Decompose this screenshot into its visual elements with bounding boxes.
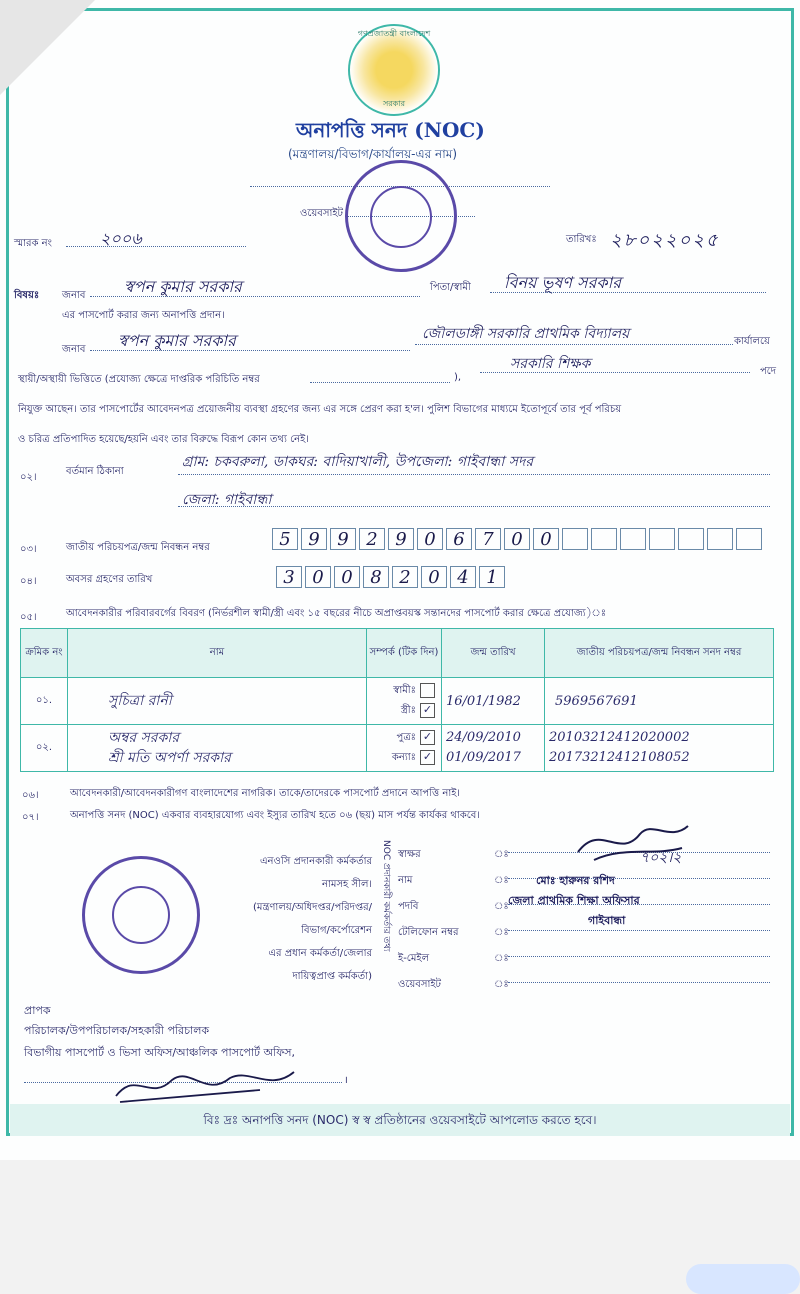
address-label: বর্তমান ঠিকানা (66, 466, 124, 477)
partial-button[interactable] (686, 1264, 800, 1294)
nid-boxes: 5 9 9 2 9 0 6 7 0 0 (272, 528, 765, 550)
stamp-designation: জেলা প্রাথমিক শিক্ষা অফিসার (508, 894, 640, 907)
footer-note: বিঃ দ্রঃ অনাপত্তি সনদ (NOC) স্ব স্ব প্রতিষ্ঠানের ওয়েবসাইটে আপলোড করতে হবে। (10, 1104, 790, 1136)
stamp-name: মোঃ হারুনর রশিদ (536, 874, 615, 887)
website-label: ওয়েবসাইট (300, 208, 343, 219)
father-name: বিনয় ভূষণ সরকার (504, 273, 622, 292)
page-title: অনাপত্তি সনদ (NOC) (296, 118, 485, 142)
recipient-line-1: পরিচালক/উপপরিচালক/সহকারী পরিচালক (24, 1024, 210, 1037)
table-row: ০২. অম্বর সরকার শ্রী মতি অপর্ণা সরকার পুত্রঃ ✓ কন্যাঃ ✓ 24/09/2010 01/09/2017 20103212412020002 20173212412108052 (21, 725, 774, 772)
ref-line (66, 246, 246, 247)
designation: সরকারি শিক্ষক (510, 356, 591, 372)
relation-checkbox[interactable] (420, 683, 435, 698)
date-label: তারিখঃ (566, 234, 597, 245)
family-table-header: ক্রমিক নং নাম সম্পর্ক (টিক দিন) জন্ম তারিখ জাতীয় পরিচয়পত্র/জন্ম নিবন্ধন সনদ নম্বর (21, 629, 774, 678)
page-subtitle: (মন্ত্রণালয়/বিভাগ/কার্যালয়-এর নাম) (288, 147, 458, 161)
address-line-1: গ্রাম: চকবরুলা, ডাকঘর: বাদিয়াখালী, উপজেলা: গাইবান্ধা সদর (182, 454, 534, 470)
issuer-stamp-inner (112, 886, 170, 944)
issuer-vertical-label: NOC প্রদানকারী কর্মকর্তার তথ্য (381, 840, 391, 952)
family-label: আবেদনকারীর পরিবারবর্গের বিবরণ (নির্ভরশীল স্বামী/স্ত্রী এবং ১৫ বছরের নীচে অপ্রাপ্তবয়স্ক সন্তানদের পাসপোর্ট করার ক্ষেত্রে প্রযোজ্য)ঃ (66, 608, 607, 619)
father-label: পিতা/স্বামী (430, 282, 471, 293)
relation-checkbox[interactable]: ✓ (420, 703, 435, 718)
retire-date-boxes: 3 0 0 8 2 0 4 1 (276, 566, 508, 588)
ref-label: স্মারক নং (14, 238, 52, 249)
table-row: ০১. সুচিত্রা রানী স্বামীঃ স্ত্রীঃ ✓ 16/01/1982 5969567691 (21, 678, 774, 725)
government-seal: গণপ্রজাতন্ত্রী বাংলাদেশ সরকার (348, 24, 440, 116)
recipient-signature (110, 1062, 300, 1108)
office-stamp-top-inner (370, 186, 432, 248)
applicant-name: স্বপন কুমার সরকার (124, 277, 242, 296)
recipient-label: প্রাপক (24, 1004, 51, 1017)
document-page: গণপ্রজাতন্ত্রী বাংলাদেশ সরকার অনাপত্তি সনদ (NOC) (মন্ত্রণালয়/বিভাগ/কার্যালয়-এর নাম) ওয়েবসাইট স্মারক নং ২০০৬ তারিখঃ ২৮০২২০২৫ বিষয়ঃ জনাব স্বপন কুমার সরকার পিতা/স্বামী বিনয় ভূষণ সরকার এর পাসপোর্ট করার জন্য অনাপত্তি প্রদান। জনাব স্বপন কুমার সরকার জৌলডাঙ্গী সরকারি প্রাথমিক বিদ্যালয় কার্যালয়ে স্থায়ী/অস্থায়ী ভিত্তিতে (প্রযোজ্য ক্ষেত্রে দাপ্তরিক পরিচিতি নম্বর ), সরকারি শিক্ষক পদে নিযুক্ত আছেন। তার পাসপোর্টের আবেদনপত্র প্রয়োজনীয় ব্যবস্থা গ্রহণের জন্য এর সঙ্গে প্রেরণ করা হ'ল। পুলিশ বিভাগের মাধ্যমে ইতোপূর্বে তার পূর্ব পরিচয় ও চরিত্র প্রতিপাদিত হয়েছে/হয়নি এবং তার বিরুদ্ধে বিরূপ কোন তথ্য নেই। ০২। বর্তমান ঠিকানা গ্রাম: চকবরুলা, ডাকঘর: বাদিয়াখালী, উপজেলা: গাইবান্ধা সদর জেলা: গাইবান্ধা ০৩। জাতীয় পরিচয়পত্র/জন্ম নিবন্ধন নম্বর 5 9 9 2 9 0 6 7 0 0 ০৪। অবসর গ্রহণের তারিখ 3 0 0 8 2 0 4 1 ০৫। আবেদনকারীর পরিবারবর্গের বিবরণ (নির্ভরশীল স্বামী/স্ত্রী এবং ১৫ বছরের নীচে অপ্রাপ্তবয়স্ক সন্তানদের পাসপোর্ট করার ক্ষেত্রে প্রযোজ্য)ঃ ক্রমিক নং নাম সম্পর্ক (টিক দিন) জন্ম তারিখ জাতীয় পরিচয়পত্র/জন্ম নিবন্ধন সনদ নম্বর ০১. সুচিত্রা রানী স্বামীঃ স্ত্রীঃ ✓ 16/01/1982 5969567691 ০২. অম্বর সরকার শ্রী মতি অপর্ণা সরকার পুত্রঃ ✓ কন্যাঃ ✓ 24/09/2010 01/09/2017 20103212412020002 20173212412108052 ০৬। আবেদনকারী/আবেদনকারীগণ বাংলাদেশের নাগরিক। তাকে/তাদেরকে পাসপোর্ট প্রদানে আপত্তি নাই। ০৭। অনাপত্তি সনদ (NOC) একবার ব্যবহারযোগ্য এবং ইস্যুর তারিখ হতে ০৬ (ছয়) মাস পর্যন্ত কার্যকর থাকবে। এনওসি প্রদানকারী কর্মকর্তার নামসহ সীল। (মন্ত্রণালয়/অধিদপ্তর/পরিদপ্তর/ বিভাগ/কর্পোরেশন এর প্রধান কর্মকর্তা/জেলার দায়িত্বপ্রাপ্ত কর্মকর্তা) NOC প্রদানকারী কর্মকর্তার তথ্য স্বাক্ষর নাম পদবি টেলিফোন নম্বর ই-মেইল ওয়েবসাইট ঃ ঃ ঃ ঃ ঃ ঃ ৭০২।২ মোঃ হারুনর রশিদ জেলা প্রাথমিক শিক্ষা অফিসার গাইবান্ধা প্রাপক পরিচালক/উপপরিচালক/সহকারী পরিচালক বিভাগীয় পাসপোর্ট ও ভিসা অফিস/আঞ্চলিক পাসপোর্ট অফিস, । বিঃ দ্রঃ অনাপত্তি সনদ (NOC) স্ব স্ব প্রতিষ্ঠানের ওয়েবসাইটে আপলোড করতে হবে। (0, 0, 800, 1160)
note-7: অনাপত্তি সনদ (NOC) একবার ব্যবহারযোগ্য এবং ইস্যুর তারিখ হতে ০৬ (ছয়) মাস পর্যন্ত কার্যকর থাকবে। (70, 810, 480, 821)
issuer-field-labels: স্বাক্ষর নাম পদবি টেলিফোন নম্বর ই-মেইল ওয়েবসাইট (398, 849, 459, 990)
retire-label: অবসর গ্রহণের তারিখ (66, 574, 153, 585)
applicant-name-2: স্বপন কুমার সরকার (118, 331, 236, 350)
ref-number: ২০০৬ (100, 229, 142, 248)
recipient-line-2: বিভাগীয় পাসপোর্ট ও ভিসা অফিস/আঞ্চলিক পাসপোর্ট অফিস, (24, 1046, 295, 1059)
issuer-description: এনওসি প্রদানকারী কর্মকর্তার নামসহ সীল। (মন্ত্রণালয়/অধিদপ্তর/পরিদপ্তর/ বিভাগ/কর্পোরেশন এর প্রধান কর্মকর্তা/জেলার দায়িত্বপ্রাপ্ত কর্মকর্তা) (252, 856, 372, 982)
family-table (20, 628, 774, 772)
signature-date: ৭০২।২ (640, 850, 682, 866)
date-value: ২৮০২২০২৫ (610, 230, 720, 251)
page-curl (0, 0, 95, 95)
stamp-district: গাইবান্ধা (588, 914, 626, 927)
note-6: আবেদনকারী/আবেদনকারীগণ বাংলাদেশের নাগরিক। তাকে/তাদেরকে পাসপোর্ট প্রদানে আপত্তি নাই। (70, 788, 461, 799)
subject-label: বিষয়ঃ (14, 290, 40, 301)
relation-checkbox[interactable]: ✓ (420, 730, 435, 745)
office-name: জৌলডাঙ্গী সরকারি প্রাথমিক বিদ্যালয় (422, 326, 630, 342)
nid-label: জাতীয় পরিচয়পত্র/জন্ম নিবন্ধন নম্বর (66, 542, 210, 553)
relation-checkbox[interactable]: ✓ (420, 750, 435, 765)
address-line-2: জেলা: গাইবান্ধা (182, 492, 272, 508)
